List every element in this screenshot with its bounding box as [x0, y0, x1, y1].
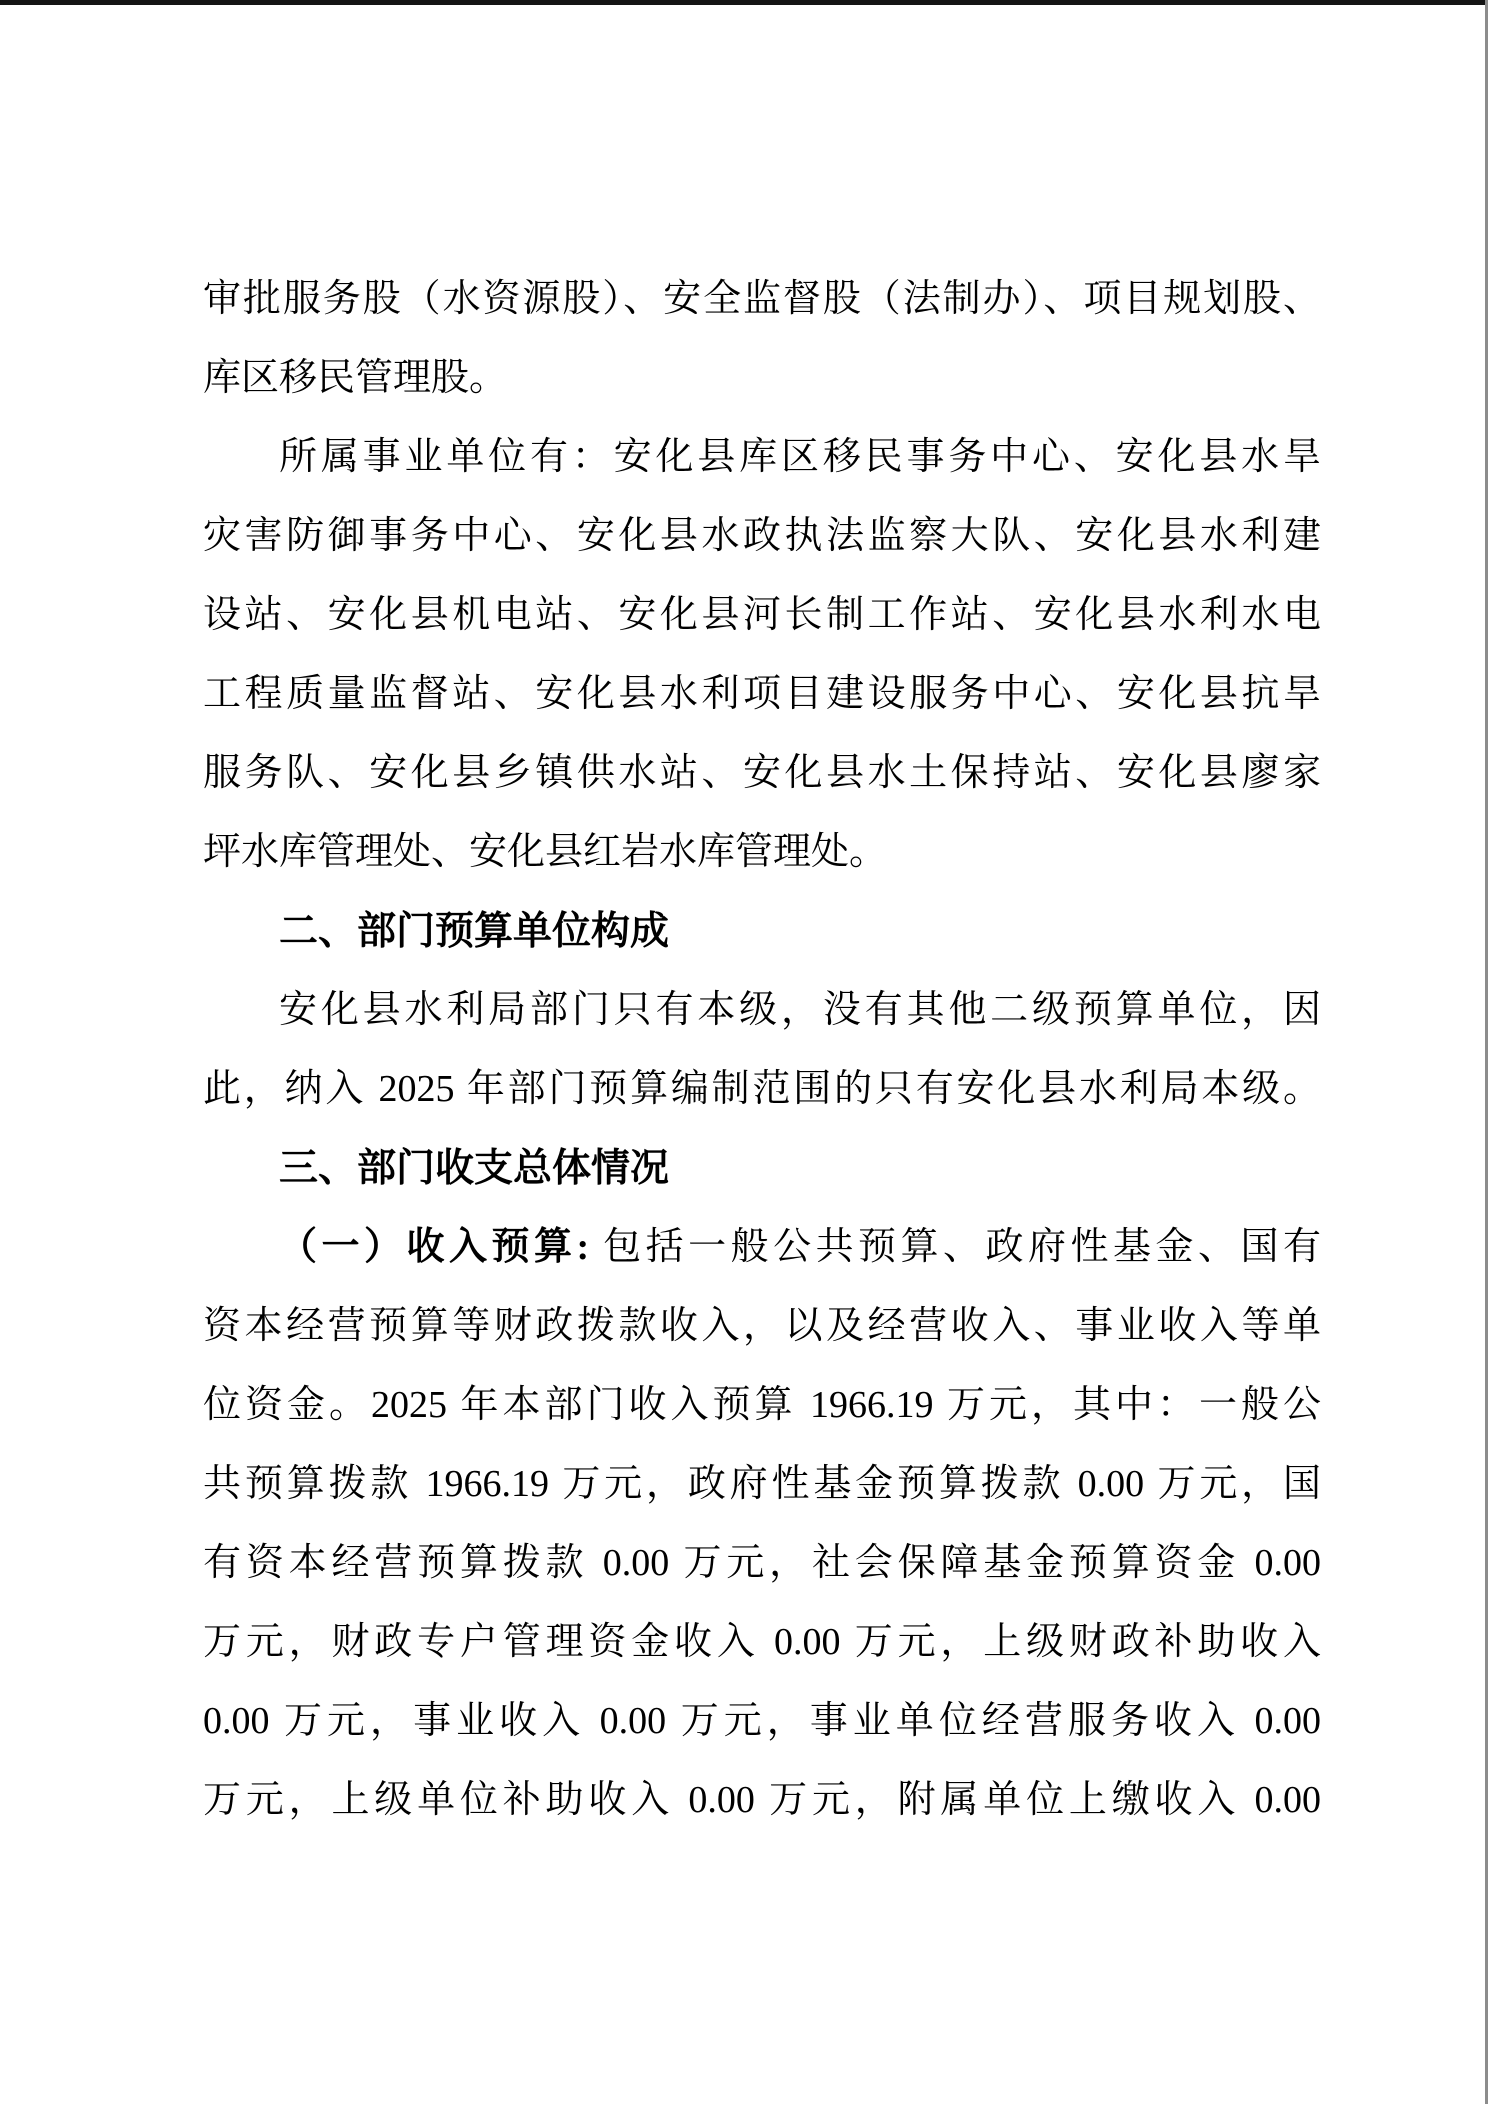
paragraph-line: 所属事业单位有：安化县库区移民事务中心、安化县水旱 — [279, 436, 1321, 478]
paragraph-line: 安化县水利局部门只有本级，没有其他二级预算单位，因 — [279, 989, 1321, 1031]
paragraph-line: 有资本经营预算拨款 0.00 万元，社会保障基金预算资金 0.00 — [203, 1542, 1321, 1584]
paragraph-line: 位资金。2025 年本部门收入预算 1966.19 万元，其中：一般公 — [203, 1384, 1321, 1426]
paragraph-line: 工程质量监督站、安化县水利项目建设服务中心、安化县抗旱 — [203, 673, 1321, 715]
paragraph-line: 资本经营预算等财政拨款收入，以及经营收入、事业收入等单 — [203, 1305, 1321, 1347]
paragraph-text: 包括一般公共预算、政府性基金、国有 — [589, 1226, 1321, 1268]
paragraph-line: 万元，上级单位补助收入 0.00 万元，附属单位上缴收入 0.00 — [203, 1779, 1321, 1821]
paragraph-line: 服务队、安化县乡镇供水站、安化县水土保持站、安化县廖家 — [203, 752, 1321, 794]
paragraph-line: 坪水库管理处、安化县红岩水库管理处。 — [203, 831, 888, 873]
paragraph-line: 灾害防御事务中心、安化县水政执法监察大队、安化县水利建 — [203, 515, 1321, 557]
paragraph-line: 万元，财政专户管理资金收入 0.00 万元，上级财政补助收入 — [203, 1621, 1321, 1663]
section-heading: 三、部门收支总体情况 — [279, 1147, 670, 1190]
inline-bold-label: （一）收入预算: — [279, 1226, 590, 1268]
paragraph-line: 0.00 万元，事业收入 0.00 万元，事业单位经营服务收入 0.00 — [203, 1700, 1321, 1742]
paragraph-line: 此，纳入 2025 年部门预算编制范围的只有安化县水利局本级。 — [203, 1068, 1321, 1110]
section-heading: 二、部门预算单位构成 — [279, 910, 670, 953]
paragraph-line: 共预算拨款 1966.19 万元，政府性基金预算拨款 0.00 万元，国 — [203, 1463, 1321, 1505]
paragraph-line — [203, 1208, 1321, 1287]
paragraph-line: 设站、安化县机电站、安化县河长制工作站、安化县水利水电 — [203, 594, 1321, 636]
paragraph-line: 库区移民管理股。 — [203, 357, 508, 399]
top-scan-bar — [0, 0, 1488, 5]
paragraph-line: 审批服务股（水资源股）、安全监督股（法制办）、项目规划股、 — [203, 278, 1321, 320]
document-body — [203, 260, 1321, 1840]
